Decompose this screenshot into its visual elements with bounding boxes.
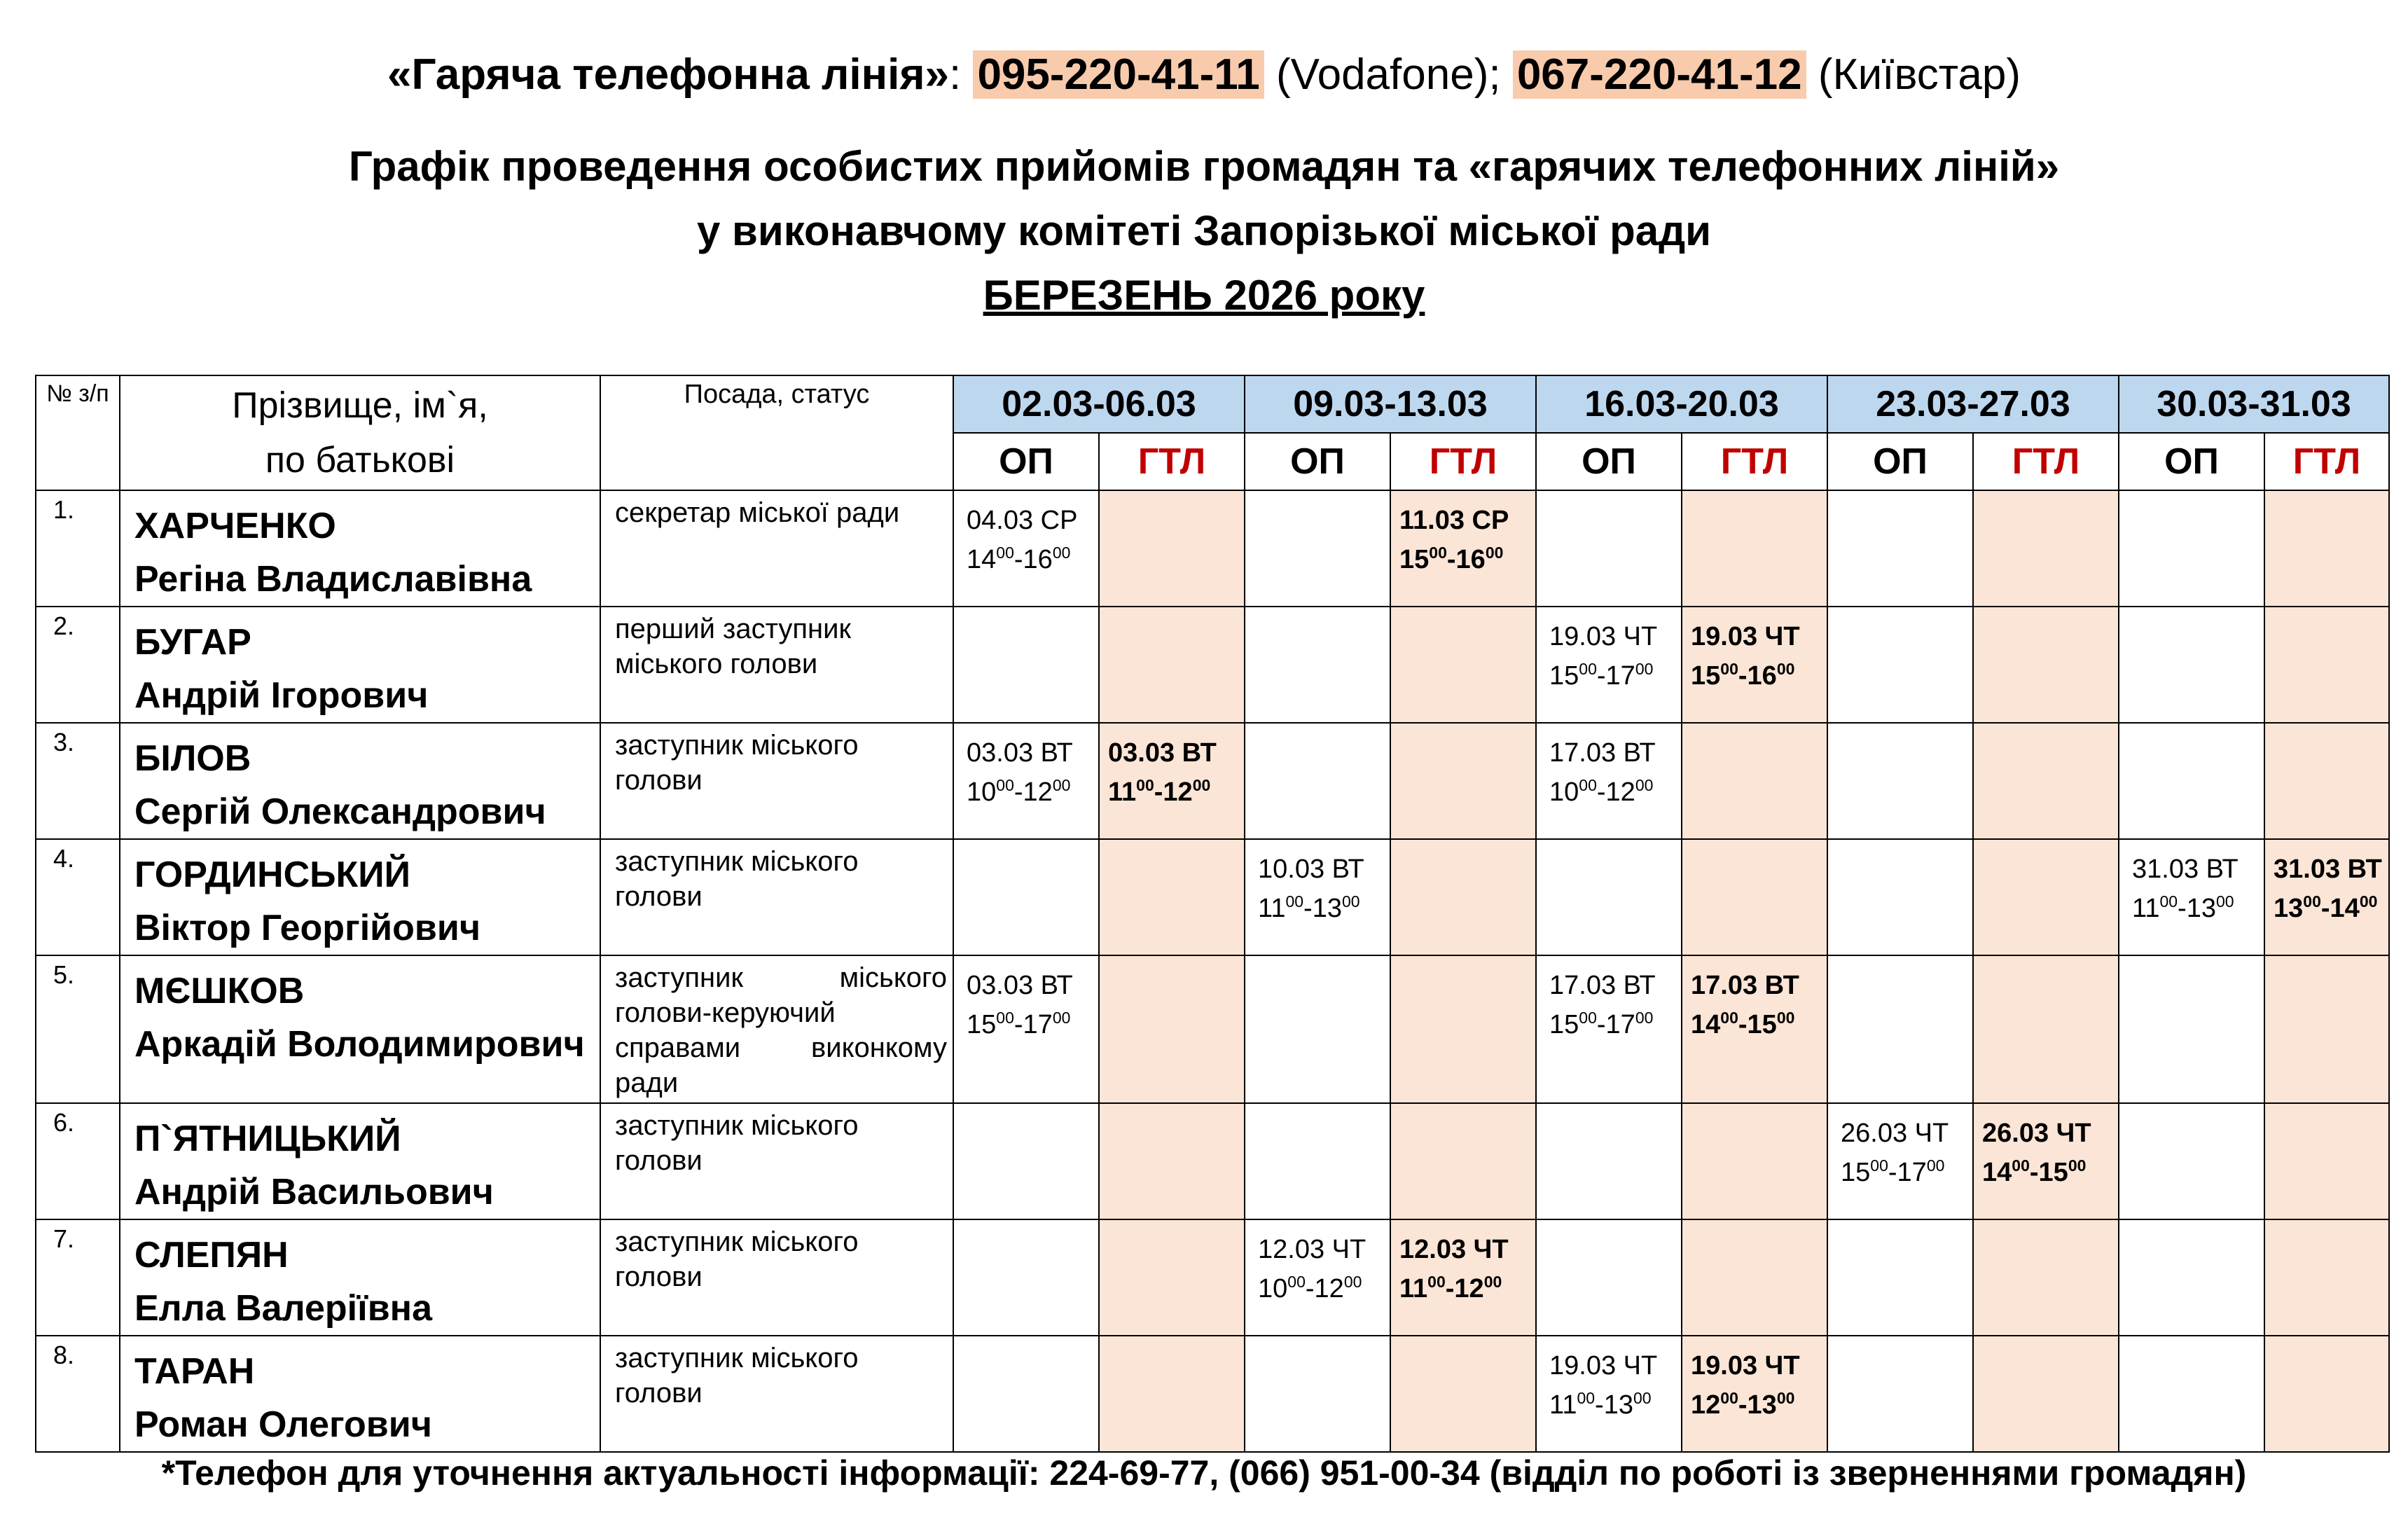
time-end-hour: 13: [1603, 1390, 1633, 1420]
hotline-label: «Гаряча телефонна лінія»: [387, 50, 949, 99]
hotline-slot: [1391, 491, 1535, 579]
time-start-minutes: 00: [996, 1009, 1014, 1027]
op-cell: [1536, 607, 1682, 723]
person-given-names: Віктор Георгійович: [134, 908, 481, 948]
time-start-hour: 15: [1399, 545, 1430, 574]
schedule-table: [35, 375, 2390, 1453]
gtl-cell: [1099, 955, 1245, 1103]
gtl-cell: [1099, 839, 1245, 955]
time-end-minutes: 00: [1776, 1389, 1795, 1407]
time-end-minutes: 00: [2215, 892, 2234, 911]
slot-day: 17.03 ВТ: [1549, 971, 1656, 1000]
op-cell: [1245, 1336, 1390, 1452]
slot-day: 03.03 ВТ: [1108, 738, 1217, 768]
slot-day: 12.03 ЧТ: [1258, 1235, 1366, 1264]
slot-day: 19.03 ЧТ: [1549, 1351, 1658, 1381]
row-number: 2.: [36, 607, 120, 723]
gtl-cell: [1390, 723, 1536, 839]
slot-time: $10^{00}-12^{00}$: [1549, 776, 1654, 807]
gtl-cell: [1099, 1219, 1245, 1336]
time-end-minutes: 00: [1483, 1273, 1502, 1291]
person-position: заступник міського голови: [600, 1219, 953, 1336]
time-start-hour: 11: [1399, 1274, 1428, 1303]
op-cell: [953, 490, 1099, 607]
person-given-names: Регіна Владиславівна: [134, 559, 532, 600]
time-end-minutes: 00: [1485, 544, 1504, 562]
table-header-row-weeks: [36, 375, 2389, 433]
slot-time: $11^{00}-13^{00}$: [1258, 892, 1360, 923]
time-start-minutes: 00: [996, 544, 1014, 562]
row-number: 3.: [36, 723, 120, 839]
person-surname: ТАРАН: [134, 1351, 255, 1392]
hotline-slot: [1100, 724, 1244, 812]
gtl-cell: [1973, 1219, 2119, 1336]
time-start-hour: 11: [1549, 1390, 1577, 1420]
op-cell: [1536, 490, 1682, 607]
slot-day: 03.03 ВТ: [967, 738, 1073, 768]
header-week: 16.03-20.03: [1536, 375, 1827, 433]
time-start-hour: 15: [967, 1010, 997, 1039]
person-name: [120, 1336, 600, 1452]
time-end-hour: 12: [1314, 1274, 1344, 1303]
person-name: [120, 1103, 600, 1219]
table-row: [36, 839, 2389, 955]
header-name: [120, 375, 600, 490]
time-start-minutes: 00: [1136, 776, 1154, 794]
person-given-names: Аркадій Володимирович: [134, 1024, 585, 1065]
time-start-hour: 10: [1258, 1274, 1288, 1303]
op-cell: [953, 723, 1099, 839]
op-cell: [1536, 1219, 1682, 1336]
slot-time: $10^{00}-12^{00}$: [967, 776, 1071, 807]
gtl-cell: [1390, 1103, 1536, 1219]
slot-day: 11.03 СР: [1399, 506, 1509, 535]
gtl-cell: [1682, 607, 1827, 723]
person-given-names: Елла Валеріївна: [134, 1288, 432, 1329]
time-end-hour: 14: [2330, 894, 2360, 923]
op-cell: [1245, 839, 1390, 955]
time-end-hour: 15: [2038, 1158, 2068, 1187]
time-end-hour: 13: [2186, 894, 2216, 923]
header-week: 09.03-13.03: [1245, 375, 1536, 433]
time-end-hour: 17: [1605, 661, 1635, 691]
slot-time: $13^{00}-14^{00}$: [2274, 892, 2378, 923]
hotline-operator-kyivstar: (Київстар): [1818, 50, 2021, 99]
time-end-minutes: 00: [2068, 1156, 2087, 1175]
gtl-cell: [1973, 1336, 2119, 1452]
document-title-line1: Графік проведення особистих прийомів громадян та «гарячих телефонних ліній»: [348, 143, 2060, 190]
op-cell: [1536, 1103, 1682, 1219]
op-cell: [953, 607, 1099, 723]
header-gtl: ГТЛ: [1099, 433, 1245, 490]
slot-day: 19.03 ЧТ: [1691, 1351, 1800, 1381]
time-start-minutes: 00: [1579, 1009, 1597, 1027]
slot-time: $10^{00}-12^{00}$: [1258, 1273, 1362, 1303]
header-name-line2: по батькові: [265, 440, 455, 480]
person-surname: СЛЕПЯН: [134, 1235, 289, 1275]
time-start-minutes: 00: [1579, 660, 1597, 678]
op-cell: [1827, 1336, 1973, 1452]
hotline-slot: [1682, 956, 1827, 1044]
gtl-cell: [1390, 1219, 1536, 1336]
op-cell: [1827, 1103, 1973, 1219]
gtl-cell: [1390, 1336, 1536, 1452]
op-cell: [1245, 607, 1390, 723]
op-cell: [1827, 607, 1973, 723]
gtl-cell: [1682, 1219, 1827, 1336]
time-end-minutes: 00: [1341, 892, 1360, 911]
slot-time: $15^{00}-16^{00}$: [1399, 544, 1504, 574]
slot-time: $11^{00}-12^{00}$: [1108, 776, 1211, 807]
slot-time: $11^{00}-13^{00}$: [2132, 892, 2234, 923]
gtl-cell: [1099, 1103, 1245, 1219]
gtl-cell: [1973, 1103, 2119, 1219]
time-end-hour: 17: [1897, 1158, 1927, 1187]
op-cell: [2119, 1219, 2264, 1336]
header-position: Посада, статус: [600, 375, 953, 490]
gtl-cell: [2264, 1219, 2389, 1336]
gtl-cell: [1099, 1336, 1245, 1452]
time-start-hour: 10: [967, 777, 997, 807]
op-cell: [1827, 955, 1973, 1103]
op-cell: [2119, 723, 2264, 839]
op-cell: [2119, 839, 2264, 955]
slot-time: $15^{00}-17^{00}$: [1841, 1156, 1945, 1187]
slot-time: $14^{00}-16^{00}$: [967, 544, 1071, 574]
row-number: 4.: [36, 839, 120, 955]
table-row: [36, 1336, 2389, 1452]
time-start-minutes: 00: [1427, 1273, 1446, 1291]
op-cell: [1536, 839, 1682, 955]
gtl-cell: [1099, 723, 1245, 839]
op-cell: [1536, 955, 1682, 1103]
op-cell: [1827, 1219, 1973, 1336]
time-start-minutes: 00: [2012, 1156, 2030, 1175]
person-name: [120, 490, 600, 607]
table-row: [36, 723, 2389, 839]
header-week: 02.03-06.03: [953, 375, 1245, 433]
gtl-cell: [1682, 1336, 1827, 1452]
time-start-minutes: 00: [2303, 892, 2321, 911]
time-start-minutes: 00: [1429, 544, 1447, 562]
hotline-phone-vodafone[interactable]: 095-220-41-11: [973, 50, 1264, 99]
table-row: [36, 607, 2389, 723]
header-week: 23.03-27.03: [1827, 375, 2119, 433]
header-gtl: ГТЛ: [1682, 433, 1827, 490]
slot-time: $15^{00}-16^{00}$: [1691, 660, 1795, 691]
time-end-minutes: 00: [1052, 1009, 1071, 1027]
person-name: [120, 955, 600, 1103]
person-given-names: Андрій Васильович: [134, 1172, 494, 1212]
gtl-cell: [2264, 1103, 2389, 1219]
time-end-minutes: 00: [1633, 1389, 1652, 1407]
person-name: [120, 723, 600, 839]
gtl-cell: [1099, 490, 1245, 607]
reception-slot: [1245, 1220, 1390, 1308]
op-cell: [2119, 1336, 2264, 1452]
slot-time: $15^{00}-17^{00}$: [967, 1009, 1071, 1039]
time-end-minutes: 00: [1635, 1009, 1654, 1027]
time-start-hour: 15: [1549, 1010, 1579, 1039]
time-end-minutes: 00: [1776, 1009, 1795, 1027]
hotline-line: «Гаряча телефонна лінія»: 095-220-41-11 (Vodafone); 067-220-41-12 (Київстар): [387, 50, 2021, 99]
time-end-hour: 16: [1747, 661, 1777, 691]
person-surname: БІЛОВ: [134, 738, 251, 779]
slot-day: 19.03 ЧТ: [1549, 622, 1658, 651]
op-cell: [2119, 607, 2264, 723]
gtl-cell: [1973, 839, 2119, 955]
time-start-hour: 12: [1691, 1390, 1721, 1420]
header-op: ОП: [953, 433, 1099, 490]
time-start-minutes: 00: [1287, 1273, 1306, 1291]
op-cell: [2119, 955, 2264, 1103]
row-number: 1.: [36, 490, 120, 607]
time-end-hour: 15: [1747, 1010, 1777, 1039]
person-surname: П`ЯТНИЦЬКИЙ: [134, 1119, 401, 1159]
op-cell: [953, 1103, 1099, 1219]
gtl-cell: [2264, 955, 2389, 1103]
gtl-cell: [1973, 607, 2119, 723]
row-number: 8.: [36, 1336, 120, 1452]
time-end-minutes: 00: [2359, 892, 2378, 911]
time-end-hour: 12: [1023, 777, 1053, 807]
header-gtl: ГТЛ: [1973, 433, 2119, 490]
gtl-cell: [2264, 839, 2389, 955]
slot-day: 26.03 ЧТ: [1982, 1119, 2091, 1148]
op-cell: [1245, 955, 1390, 1103]
hotline-slot: [1974, 1104, 2118, 1192]
time-start-hour: 11: [1258, 894, 1286, 923]
slot-time: $11^{00}-13^{00}$: [1549, 1389, 1652, 1420]
time-start-hour: 10: [1549, 777, 1579, 807]
person-position: заступник міського голови: [600, 839, 953, 955]
gtl-cell: [1390, 839, 1536, 955]
time-start-hour: 14: [967, 545, 997, 574]
op-cell: [1827, 723, 1973, 839]
op-cell: [1536, 1336, 1682, 1452]
row-number: 5.: [36, 955, 120, 1103]
time-start-minutes: 00: [1285, 892, 1304, 911]
time-start-hour: 11: [2132, 894, 2160, 923]
table-row: [36, 1103, 2389, 1219]
time-start-hour: 15: [1549, 661, 1579, 691]
slot-day: 04.03 СР: [967, 506, 1078, 535]
gtl-cell: [2264, 490, 2389, 607]
slot-day: 17.03 ВТ: [1691, 971, 1799, 1000]
slot-day: 31.03 ВТ: [2274, 855, 2382, 884]
person-surname: БУГАР: [134, 622, 251, 663]
person-surname: ХАРЧЕНКО: [134, 506, 336, 546]
person-given-names: Роман Олегович: [134, 1404, 432, 1445]
gtl-cell: [1682, 955, 1827, 1103]
reception-slot: [1537, 607, 1681, 696]
header-num: № з/п: [36, 375, 120, 490]
op-cell: [1245, 490, 1390, 607]
time-start-minutes: 00: [1720, 1389, 1738, 1407]
gtl-cell: [1390, 607, 1536, 723]
reception-slot: [954, 491, 1098, 579]
op-cell: [1536, 723, 1682, 839]
footer-note: *Телефон для уточнення актуальності інформації: 224-69-77, (066) 951-00-34 (відділ по роботі із зверненнями громадян): [161, 1453, 2247, 1493]
reception-slot: [1828, 1104, 1972, 1192]
time-start-minutes: 00: [1720, 660, 1738, 678]
person-position: заступник міського голови: [600, 723, 953, 839]
gtl-cell: [2264, 1336, 2389, 1452]
row-number: 6.: [36, 1103, 120, 1219]
hotline-operator-vodafone: (Vodafone);: [1276, 50, 1501, 99]
reception-slot: [1537, 724, 1681, 812]
time-end-hour: 13: [1312, 894, 1342, 923]
time-start-hour: 13: [2274, 894, 2304, 923]
time-start-minutes: 00: [1720, 1009, 1738, 1027]
time-end-hour: 17: [1605, 1010, 1635, 1039]
slot-time: $15^{00}-17^{00}$: [1549, 660, 1654, 691]
header-gtl: ГТЛ: [1390, 433, 1536, 490]
time-start-hour: 14: [1691, 1010, 1721, 1039]
op-cell: [953, 839, 1099, 955]
table-row: [36, 490, 2389, 607]
time-end-minutes: 00: [1052, 776, 1071, 794]
slot-time: $14^{00}-15^{00}$: [1982, 1156, 2087, 1187]
time-end-minutes: 00: [1343, 1273, 1362, 1291]
op-cell: [1827, 490, 1973, 607]
header-week: 30.03-31.03: [2119, 375, 2389, 433]
header-op: ОП: [1536, 433, 1682, 490]
person-given-names: Сергій Олександрович: [134, 791, 546, 832]
person-name: [120, 1219, 600, 1336]
person-position: заступник міського голови: [600, 1103, 953, 1219]
gtl-cell: [1973, 955, 2119, 1103]
time-end-minutes: 00: [1635, 776, 1654, 794]
gtl-cell: [1390, 490, 1536, 607]
op-cell: [1245, 1103, 1390, 1219]
table-row: [36, 955, 2389, 1103]
slot-day: 10.03 ВТ: [1258, 855, 1364, 884]
gtl-cell: [2264, 607, 2389, 723]
person-name: [120, 839, 600, 955]
time-end-hour: 13: [1747, 1390, 1777, 1420]
time-start-minutes: 00: [1577, 1389, 1596, 1407]
op-cell: [2119, 1103, 2264, 1219]
reception-slot: [1245, 840, 1390, 928]
op-cell: [1827, 839, 1973, 955]
person-position: секретар міської ради: [600, 490, 953, 607]
op-cell: [2119, 490, 2264, 607]
slot-time: $12^{00}-13^{00}$: [1691, 1389, 1795, 1420]
header-op: ОП: [1827, 433, 1973, 490]
table-row: [36, 1219, 2389, 1336]
person-position: перший заступник міського голови: [600, 607, 953, 723]
slot-day: 26.03 ЧТ: [1841, 1119, 1949, 1148]
document-title-line2: у виконавчому комітеті Запорізької міської ради: [696, 207, 1712, 254]
slot-time: $11^{00}-12^{00}$: [1399, 1273, 1502, 1303]
time-end-minutes: 00: [1926, 1156, 1945, 1175]
reception-slot: [954, 724, 1098, 812]
slot-time: $14^{00}-15^{00}$: [1691, 1009, 1795, 1039]
time-end-hour: 12: [1163, 777, 1193, 807]
gtl-cell: [1682, 490, 1827, 607]
person-name: [120, 607, 600, 723]
time-end-hour: 12: [1605, 777, 1635, 807]
header-op: ОП: [1245, 433, 1390, 490]
reception-slot: [2119, 840, 2264, 928]
reception-slot: [954, 956, 1098, 1044]
gtl-cell: [2264, 723, 2389, 839]
hotline-slot: [1391, 1220, 1535, 1308]
op-cell: [953, 1336, 1099, 1452]
hotline-slot: [1682, 1336, 1827, 1425]
hotline-phone-kyivstar[interactable]: 067-220-41-12: [1513, 50, 1806, 99]
time-start-minutes: 00: [996, 776, 1014, 794]
op-cell: [953, 955, 1099, 1103]
slot-day: 17.03 ВТ: [1549, 738, 1656, 768]
header-op: ОП: [2119, 433, 2264, 490]
person-surname: МЄШКОВ: [134, 971, 305, 1011]
time-end-hour: 17: [1023, 1010, 1053, 1039]
header-name-line1: Прізвище, ім`я,: [232, 385, 488, 426]
slot-day: 19.03 ЧТ: [1691, 622, 1800, 651]
time-end-minutes: 00: [1635, 660, 1654, 678]
reception-slot: [1537, 956, 1681, 1044]
slot-day: 12.03 ЧТ: [1399, 1235, 1509, 1264]
time-start-minutes: 00: [2159, 892, 2178, 911]
person-given-names: Андрій Ігорович: [134, 675, 429, 716]
gtl-cell: [1099, 607, 1245, 723]
op-cell: [1245, 1219, 1390, 1336]
slot-time: $15^{00}-17^{00}$: [1549, 1009, 1654, 1039]
gtl-cell: [1390, 955, 1536, 1103]
document-title-month: БЕРЕЗЕНЬ 2026 року: [983, 272, 1425, 319]
time-start-hour: 14: [1982, 1158, 2012, 1187]
hotline-slot: [2265, 840, 2388, 928]
time-start-hour: 11: [1108, 777, 1137, 807]
time-end-hour: 16: [1455, 545, 1486, 574]
gtl-cell: [1682, 839, 1827, 955]
gtl-cell: [1682, 1103, 1827, 1219]
op-cell: [1245, 723, 1390, 839]
time-start-minutes: 00: [1579, 776, 1597, 794]
person-position: заступник міського голови: [600, 1336, 953, 1452]
header-gtl: ГТЛ: [2264, 433, 2389, 490]
gtl-cell: [1973, 490, 2119, 607]
row-number: 7.: [36, 1219, 120, 1336]
time-end-minutes: 00: [1052, 544, 1071, 562]
reception-slot: [1537, 1336, 1681, 1425]
op-cell: [953, 1219, 1099, 1336]
slot-day: 03.03 ВТ: [967, 971, 1073, 1000]
person-surname: ГОРДИНСЬКИЙ: [134, 855, 411, 895]
gtl-cell: [1973, 723, 2119, 839]
time-end-hour: 16: [1023, 545, 1053, 574]
gtl-cell: [1682, 723, 1827, 839]
time-end-minutes: 00: [1776, 660, 1795, 678]
hotline-slot: [1682, 607, 1827, 696]
slot-day: 31.03 ВТ: [2132, 855, 2239, 884]
time-end-hour: 12: [1454, 1274, 1484, 1303]
person-position: заступник міського голови-керуючий справами виконкому ради: [600, 955, 953, 1103]
time-start-hour: 15: [1691, 661, 1721, 691]
time-start-hour: 15: [1841, 1158, 1871, 1187]
time-end-minutes: 00: [1192, 776, 1211, 794]
time-start-minutes: 00: [1870, 1156, 1888, 1175]
